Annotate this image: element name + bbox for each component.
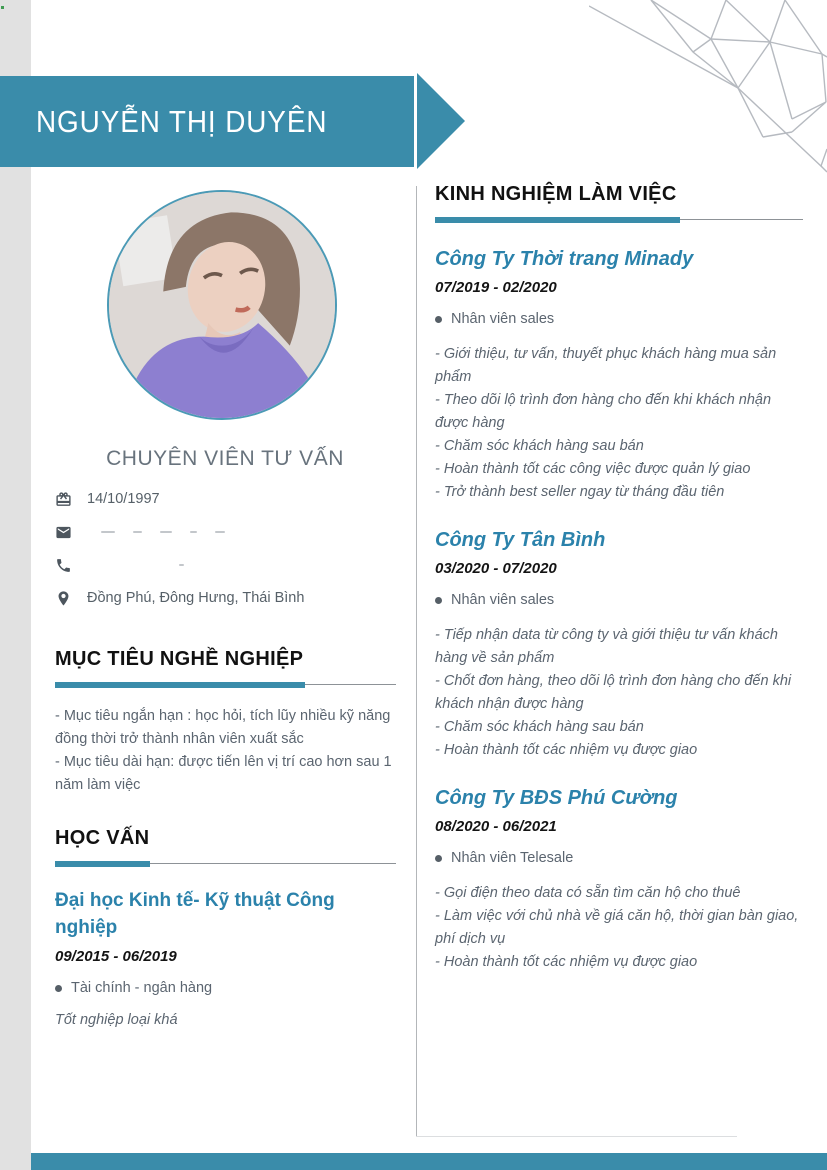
job-role-row <box>435 847 803 870</box>
job-entry <box>435 786 803 974</box>
name-banner <box>0 76 414 167</box>
education-major: Tài chính - ngân hàng <box>71 980 213 996</box>
job-detail-item: - Theo dõi lộ trình đơn hàng cho đến khi khách nhận được hàng <box>435 392 772 431</box>
bullet-dot-icon <box>435 855 442 862</box>
address-value: Đồng Phú, Đông Hưng, Thái Bình <box>87 590 305 606</box>
job-role: Nhân viên Telesale <box>451 850 574 866</box>
section-experience <box>435 183 803 974</box>
school-name: Đại học Kinh tế- Kỹ thuật Công nghiệp <box>55 890 335 938</box>
job-detail-item: - Làm việc với chủ nhà về giá căn hộ, thời gian bàn giao, phí dịch vụ <box>435 908 799 947</box>
contact-phone-row <box>55 554 395 576</box>
section-objective <box>55 648 396 797</box>
phone-redaction-marks <box>179 564 184 566</box>
job-details <box>435 624 803 762</box>
envelope-icon <box>55 524 72 541</box>
contact-list <box>55 488 395 620</box>
company-name: Công Ty Tân Bình <box>435 529 606 551</box>
education-major-row <box>55 977 396 1000</box>
job-role: Nhân viên sales <box>451 592 555 608</box>
job-period: 03/2020 - 07/2020 <box>435 560 557 577</box>
job-period: 07/2019 - 02/2020 <box>435 279 557 296</box>
birthday-value: 14/10/1997 <box>87 491 160 507</box>
job-detail-item: - Gọi điện theo data có sẵn tìm căn hộ cho thuê <box>435 885 741 901</box>
contact-birthday-row <box>55 488 395 510</box>
education-heading: HỌC VẤN <box>55 827 150 849</box>
gift-icon <box>55 491 72 508</box>
bullet-dot-icon <box>435 316 442 323</box>
job-detail-item: - Giới thiệu, tư vấn, thuyết phục khách hàng mua sản phẩm <box>435 346 777 385</box>
job-role-row <box>435 589 803 612</box>
job-role: Nhân viên sales <box>451 311 555 327</box>
banner-arrow-shape <box>417 73 465 169</box>
job-title: CHUYÊN VIÊN TƯ VẤN <box>106 447 344 470</box>
company-name: Công Ty Thời trang Minady <box>435 248 694 270</box>
cell-boundary-line <box>416 1136 737 1137</box>
job-detail-item: - Hoàn thành tốt các nhiệm vụ được giao <box>435 954 698 970</box>
objective-heading-rule <box>55 682 396 688</box>
job-details <box>435 882 803 974</box>
contact-email-row <box>55 521 395 543</box>
person-name: NGUYỄN THỊ DUYÊN <box>36 103 328 139</box>
job-detail-item: - Hoàn thành tốt các công việc được quản lý giao <box>435 461 751 477</box>
location-pin-icon <box>55 590 72 607</box>
job-detail-item: - Chăm sóc khách hàng sau bán <box>435 438 644 454</box>
profile-photo <box>107 190 337 420</box>
page-left-margin-strip <box>0 0 31 1170</box>
job-detail-item: - Tiếp nhận data từ công ty và giới thiệu tư vấn khách hàng về sản phẩm <box>435 627 778 666</box>
job-detail-item: - Hoàn thành tốt các nhiệm vụ được giao <box>435 742 698 758</box>
bullet-dot-icon <box>435 597 442 604</box>
experience-heading-rule <box>435 217 803 223</box>
job-entry <box>435 247 803 504</box>
email-redaction-marks <box>101 531 225 533</box>
education-heading-rule <box>55 861 396 867</box>
phone-icon <box>55 557 72 574</box>
education-period: 09/2015 - 06/2019 <box>55 948 177 965</box>
education-note: Tốt nghiệp loại khá <box>55 1012 178 1028</box>
job-detail-item: - Chốt đơn hàng, theo dõi lộ trình đơn hàng cho đến khi khách nhận được hàng <box>435 673 792 712</box>
company-name: Công Ty BĐS Phú Cường <box>435 787 678 809</box>
objective-item: - Mục tiêu ngắn hạn : học hỏi, tích lũy nhiều kỹ năng đồng thời trở thành nhân viên xuất sắc <box>55 708 391 747</box>
bullet-dot-icon <box>55 985 62 992</box>
job-detail-item: - Chăm sóc khách hàng sau bán <box>435 719 644 735</box>
green-speck-artifact <box>1 6 4 9</box>
job-details <box>435 343 803 504</box>
objective-heading: MỤC TIÊU NGHỀ NGHIỆP <box>55 648 304 670</box>
footer-accent-bar <box>31 1153 827 1170</box>
contact-address-row <box>55 587 395 609</box>
job-detail-item: - Trở thành best seller ngay từ tháng đầu tiên <box>435 484 725 500</box>
objective-item: - Mục tiêu dài hạn: được tiến lên vị trí cao hơn sau 1 năm làm việc <box>55 754 392 793</box>
experience-heading: KINH NGHIỆM LÀM VIỆC <box>435 183 677 205</box>
polygon-wireframe-decoration <box>589 0 827 185</box>
job-entry <box>435 528 803 762</box>
job-period: 08/2020 - 06/2021 <box>435 818 557 835</box>
column-divider-line <box>416 186 417 1136</box>
section-education <box>55 827 396 1032</box>
objective-text <box>55 705 396 797</box>
portrait-illustration <box>109 192 335 418</box>
job-role-row <box>435 308 803 331</box>
